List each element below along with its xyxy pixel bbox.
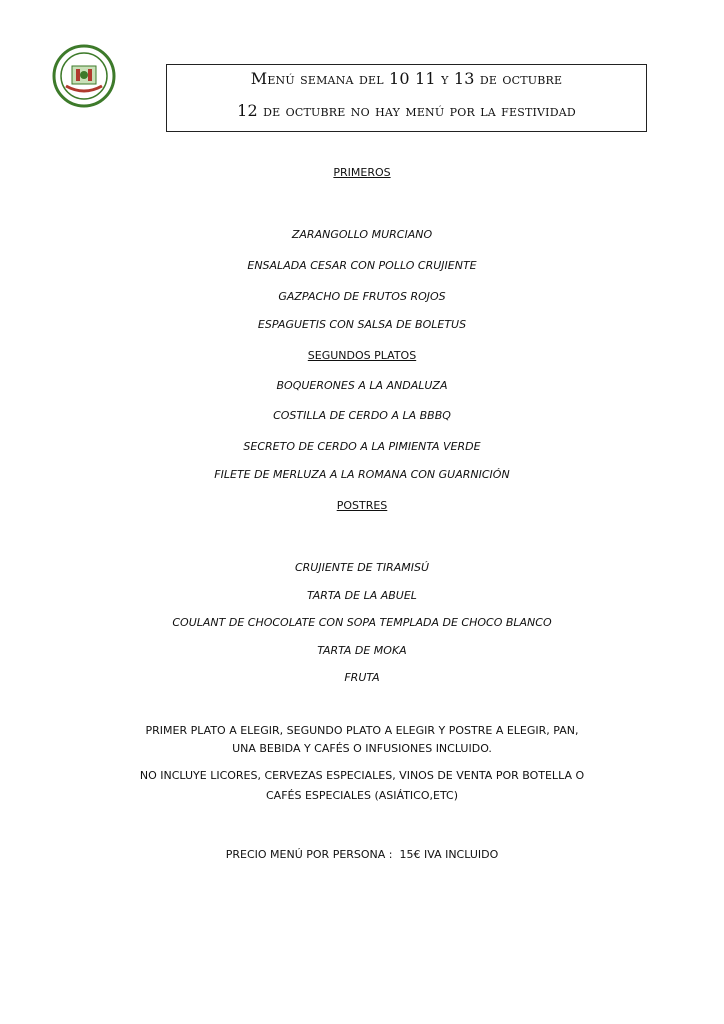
seal-icon	[52, 44, 116, 108]
section-title-segundos: SEGUNDOS PLATOS	[307, 349, 417, 362]
price-note: PRECIO MENÚ POR PERSONA : 15€ IVA INCLUIDO	[225, 848, 499, 861]
section-title-postres: POSTRES	[336, 499, 388, 512]
dish-item: COULANT DE CHOCOLATE CON SOPA TEMPLADA DE CHOCO BLANCO	[172, 616, 552, 629]
included-note: UNA BEBIDA Y CAFÉS O INFUSIONES INCLUIDO.	[232, 742, 492, 755]
section-title-primeros: PRIMEROS	[333, 166, 391, 179]
dish-item: ESPAGUETIS CON SALSA DE BOLETUS	[257, 318, 467, 331]
dish-item: FRUTA	[344, 671, 380, 684]
included-note: PRIMER PLATO A ELEGIR, SEGUNDO PLATO A ELEGIR Y POSTRE A ELEGIR, PAN,	[145, 724, 579, 737]
header-box	[166, 64, 647, 132]
dish-item: SECRETO DE CERDO A LA PIMIENTA VERDE	[243, 440, 481, 453]
dish-item: TARTA DE MOKA	[317, 644, 407, 657]
header-subtitle: 12 de octubre no hay menú por la festividad	[237, 101, 576, 120]
dish-item: GAZPACHO DE FRUTOS ROJOS	[278, 290, 446, 303]
excluded-note: NO INCLUYE LICORES, CERVEZAS ESPECIALES, VINOS DE VENTA POR BOTELLA O	[139, 769, 585, 782]
header-title: Menú semana del 10 11 y 13 de octubre	[250, 69, 563, 88]
dish-item: ZARANGOLLO MURCIANO	[291, 228, 433, 241]
dish-item: ENSALADA CESAR CON POLLO CRUJIENTE	[247, 259, 477, 272]
excluded-note: CAFÉS ESPECIALES (ASIÁTICO,ETC)	[266, 789, 458, 802]
dish-item: COSTILLA DE CERDO A LA BBBQ	[273, 409, 451, 422]
restaurant-seal-logo	[52, 44, 116, 108]
dish-item: BOQUERONES A LA ANDALUZA	[276, 379, 448, 392]
dish-item: FILETE DE MERLUZA A LA ROMANA CON GUARNICIÓN	[214, 468, 510, 481]
dish-item: TARTA DE LA ABUEL	[307, 589, 417, 602]
dish-item: CRUJIENTE DE TIRAMISÚ	[294, 561, 430, 574]
